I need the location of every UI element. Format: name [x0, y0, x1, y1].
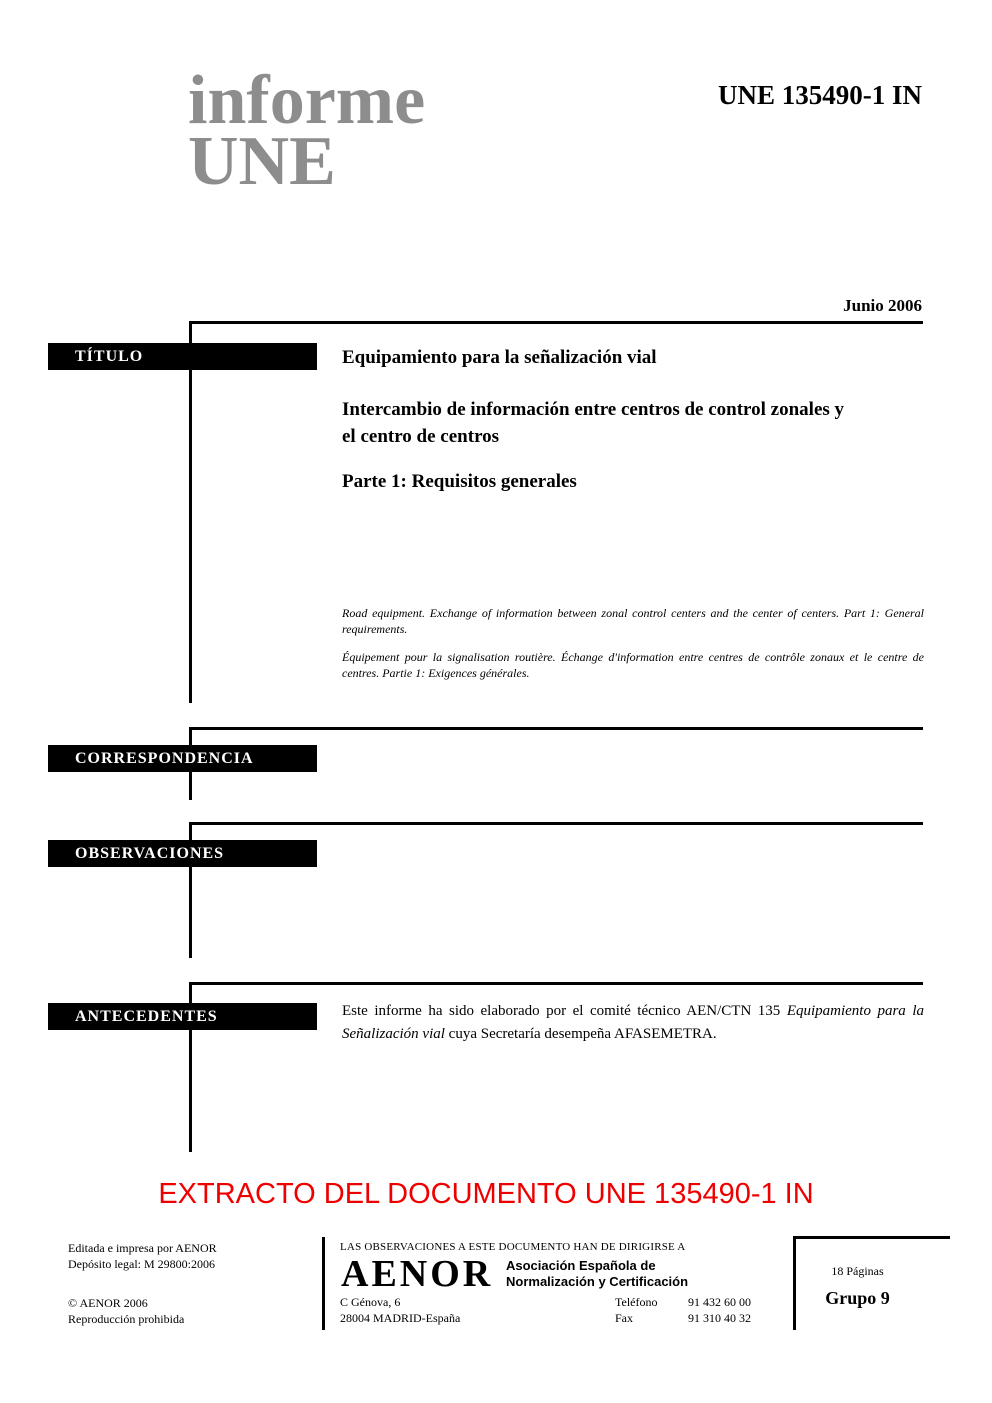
titulo-subject: Equipamiento para la señalización vial: [342, 347, 657, 368]
footer-divider-left: [322, 1237, 325, 1330]
aenor-address-line2: 28004 MADRID-España: [340, 1311, 461, 1325]
titulo-top-rule: [190, 321, 923, 324]
logo-line-informe: informe: [188, 62, 426, 139]
footer-reproduction: Reproducción prohibida: [68, 1312, 185, 1326]
aenor-phone-values: [688, 1294, 751, 1326]
titulo-title-line1: Intercambio de información entre centros de control zonales y: [342, 399, 845, 420]
aenor-phone-labels: [615, 1294, 657, 1326]
phone-label: Teléfono: [615, 1295, 658, 1309]
french-abstract: Équipement pour la signalisation routière. Échange d'information entre centres de contrôle zonaux et le centre de centres. Partie 1: Exigences générales.: [342, 650, 924, 680]
fax-value: 91 310 40 32: [688, 1311, 751, 1325]
correspondencia-label-bar: [48, 745, 317, 772]
titulo-vertical-line: [189, 321, 192, 703]
correspondencia-top-rule: [190, 727, 923, 730]
antecedentes-text-end: cuya Secretaría desempeña AFASEMETRA.: [444, 1026, 717, 1042]
aenor-logo: AENOR: [341, 1253, 494, 1295]
antecedentes-label: ANTECEDENTES: [75, 1008, 218, 1025]
observaciones-top-rule: [190, 822, 923, 825]
titulo-label: TÍTULO: [75, 348, 144, 365]
antecedentes-top-rule: [190, 982, 923, 985]
aenor-address-line1: C Génova, 6: [340, 1295, 401, 1309]
antecedentes-text-italic: Equipamiento para la Señalización vial: [342, 1003, 924, 1042]
antecedentes-label-bar: [48, 1003, 317, 1030]
footer-copyright: © AENOR 2006: [68, 1296, 148, 1310]
pages-count: 18 Páginas: [831, 1264, 884, 1278]
titulo-title-line2: el centro de centros: [342, 426, 500, 447]
issue-date: Junio 2006: [843, 296, 922, 315]
titulo-main-title: [342, 396, 942, 450]
fax-label: Fax: [615, 1311, 633, 1325]
footer-pages-group: [795, 1263, 920, 1309]
document-number: UNE 135490-1 IN: [717, 80, 922, 110]
english-abstract: Road equipment. Exchange of information between zonal control centers and the center of centers. Part 1: General requirements.: [342, 606, 924, 636]
extract-notice: EXTRACTO DEL DOCUMENTO UNE 135490-1 IN: [158, 1178, 814, 1210]
observaciones-label-bar: [48, 840, 317, 867]
aenor-address: [340, 1294, 460, 1326]
titulo-part: Parte 1: Requisitos generales: [342, 471, 577, 492]
titulo-abstracts: [342, 606, 924, 694]
aenor-subtitle-line2: Normalización y Certificación: [506, 1274, 689, 1289]
footer-edited-line1: Editada e impresa por AENOR: [68, 1241, 217, 1255]
footer-right-top-rule: [793, 1236, 950, 1239]
footer-observations-notice: LAS OBSERVACIONES A ESTE DOCUMENTO HAN DE DIRIGIRSE A: [340, 1241, 686, 1253]
logo-line-une: UNE: [188, 123, 336, 200]
footer-edited-block: [68, 1240, 217, 1272]
antecedentes-text-start: Este informe ha sido elaborado por el comité técnico AEN/CTN 135: [342, 1003, 787, 1019]
group-number: Grupo 9: [825, 1288, 890, 1308]
informe-une-logo: [188, 62, 426, 200]
footer-edited-line2: Depósito legal: M 29800:2006: [68, 1257, 215, 1271]
phone-value: 91 432 60 00: [688, 1295, 751, 1309]
antecedentes-paragraph: [342, 1000, 924, 1046]
footer-copyright-block: [68, 1295, 184, 1327]
correspondencia-label: CORRESPONDENCIA: [75, 750, 254, 767]
aenor-subtitle-line1: Asociación Española de: [506, 1258, 656, 1273]
titulo-label-bar: [48, 343, 317, 370]
observaciones-label: OBSERVACIONES: [75, 845, 225, 862]
aenor-subtitle: [506, 1258, 688, 1290]
